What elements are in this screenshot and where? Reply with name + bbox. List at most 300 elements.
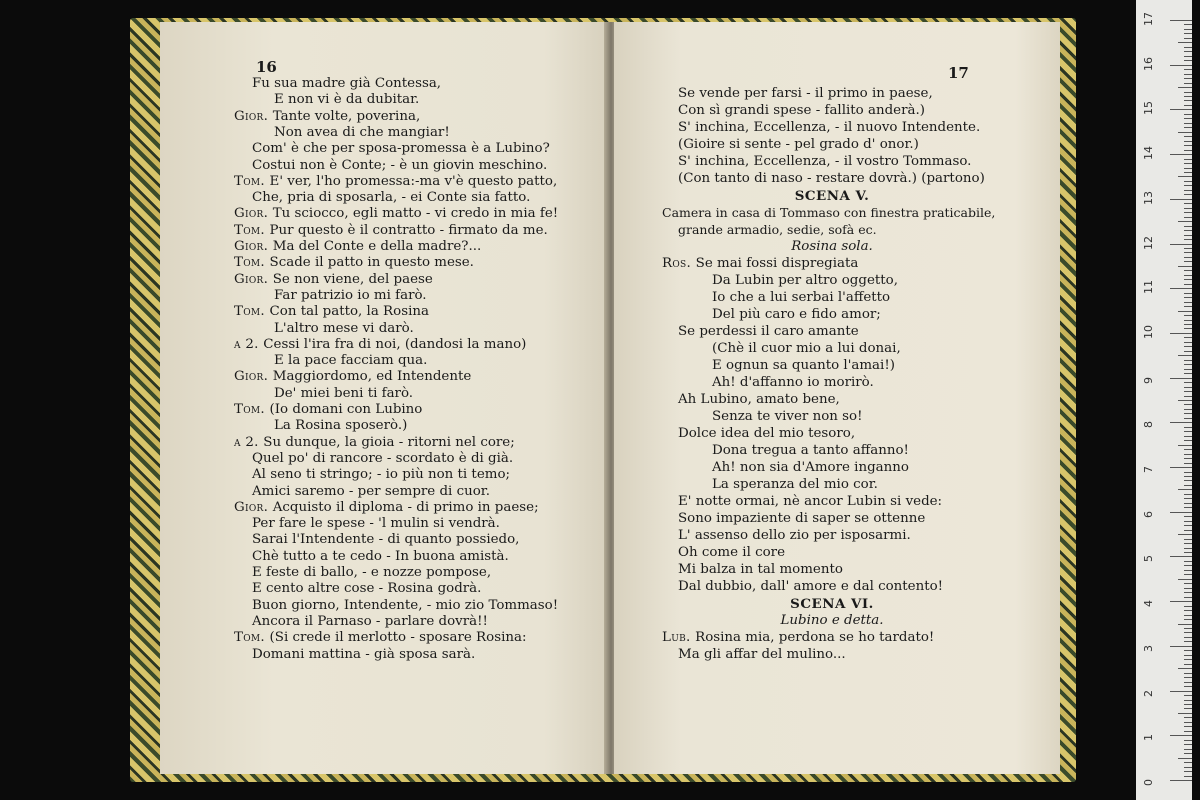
text-line (252, 158, 547, 174)
ruler-tick (1184, 270, 1192, 271)
ruler-tick (1184, 700, 1192, 701)
text-line (252, 549, 509, 565)
text-line (678, 528, 911, 544)
text-line (274, 125, 450, 141)
ruler-tick (1184, 56, 1192, 57)
verse-text: Ah! d'affanno io morirò. (712, 375, 874, 390)
verse-text: Oh come il core (678, 545, 786, 560)
text-line (712, 307, 881, 323)
ruler-tick (1184, 682, 1192, 683)
ruler-tick (1184, 650, 1192, 651)
verse-text: Quel po' di rancore - scordato è di già. (252, 450, 514, 466)
ruler-tick (1184, 731, 1192, 732)
speaker-label: Gior. (234, 108, 273, 124)
ruler-tick (1184, 503, 1192, 504)
ruler-tick (1184, 168, 1192, 169)
text-line (252, 565, 491, 581)
ruler-tick (1184, 159, 1192, 160)
verse-text: Senza te viver non so! (712, 409, 863, 424)
verse-text: La Rosina sposerò.) (274, 418, 408, 434)
text-line (678, 86, 933, 102)
ruler-tick (1184, 530, 1192, 531)
ruler-tick (1184, 476, 1192, 477)
verse-text: Con tal patto, la Rosina (269, 304, 429, 320)
ruler-label: 16 (1142, 56, 1155, 71)
ruler-label: 13 (1142, 190, 1155, 205)
ruler-tick (1178, 400, 1192, 401)
text-line (274, 92, 419, 108)
ruler-label: 8 (1142, 421, 1155, 429)
verse-text: Del più caro e fido amor; (712, 307, 881, 322)
ruler-label: 12 (1142, 235, 1155, 250)
ruler-tick (1184, 150, 1192, 151)
ruler-tick (1170, 467, 1192, 468)
ruler-tick (1178, 42, 1192, 43)
ruler-tick (1184, 472, 1192, 473)
ruler-tick (1184, 92, 1192, 93)
ruler-tick (1184, 592, 1192, 593)
ruler-tick (1170, 288, 1192, 289)
ruler-tick (1170, 556, 1192, 557)
speaker-label: Ros. (662, 256, 696, 271)
ruler-tick (1184, 583, 1192, 584)
ruler-tick (1184, 181, 1192, 182)
ruler-tick (1184, 60, 1192, 61)
ruler-tick (1170, 244, 1192, 245)
ruler-tick (1184, 404, 1192, 405)
ruler-tick (1170, 646, 1192, 647)
ruler-tick (1184, 279, 1192, 280)
ruler-tick (1184, 565, 1192, 566)
speaker-label: Gior. (234, 369, 273, 385)
page-number-left: 16 (256, 58, 277, 76)
text-line (678, 392, 840, 408)
ruler-tick (1184, 695, 1192, 696)
verse-text: (Si crede il merlotto - sposare Rosina: (269, 630, 527, 646)
ruler-tick (1178, 445, 1192, 446)
ruler-tick (1184, 485, 1192, 486)
ruler-tick (1184, 136, 1192, 137)
measurement-ruler (1136, 0, 1192, 800)
text-line (712, 460, 909, 476)
ruler-tick (1170, 422, 1192, 423)
verse-text: (Chè il cuor mio a lui donai, (712, 341, 901, 356)
verse-text: Sono impaziente di saper se ottenne (678, 511, 926, 526)
verse-text: E la pace facciam qua. (274, 353, 428, 369)
ruler-tick (1184, 118, 1192, 119)
text-line (252, 532, 519, 548)
verse-text: Se perdessi il caro amante (678, 324, 859, 339)
verse-text: Ah Lubino, amato bene, (678, 392, 840, 407)
text-line (234, 402, 422, 418)
ruler-tick (1184, 190, 1192, 191)
speaker-label: Gior. (234, 271, 273, 287)
text-line (234, 206, 558, 222)
ruler-tick (1184, 275, 1192, 276)
ruler-tick (1184, 431, 1192, 432)
ruler-label: 6 (1142, 510, 1155, 518)
ruler-tick (1178, 713, 1192, 714)
ruler-tick (1178, 355, 1192, 356)
verse-text: Ah! non sia d'Amore inganno (712, 460, 909, 475)
ruler-tick (1184, 440, 1192, 441)
ruler-tick (1178, 489, 1192, 490)
ruler-tick (1184, 516, 1192, 517)
ruler-tick (1184, 673, 1192, 674)
ruler-tick (1184, 328, 1192, 329)
verse-text: Non avea di che mangiar! (274, 124, 450, 140)
text-line (234, 630, 526, 646)
text-line (662, 596, 1002, 613)
ruler-tick (1184, 418, 1192, 419)
text-line (678, 579, 943, 595)
ruler-tick (1184, 346, 1192, 347)
verse-text: L' assenso dello zio per isposarmi. (678, 528, 911, 543)
ruler-tick (1184, 606, 1192, 607)
ruler-tick (1184, 261, 1192, 262)
text-line (234, 255, 474, 271)
ruler-tick (1184, 306, 1192, 307)
ruler-label: 3 (1142, 644, 1155, 652)
ruler-tick (1184, 324, 1192, 325)
stage-direction: Camera in casa di Tommaso con finestra praticabile, (662, 205, 996, 220)
text-line (234, 223, 548, 239)
speaker-label: Gior. (234, 499, 273, 515)
ruler-tick (1170, 512, 1192, 513)
verse-text: Buon giorno, Intendente, - mio zio Tommaso! (252, 597, 559, 613)
ruler-tick (1184, 172, 1192, 173)
left-page (160, 22, 614, 774)
verse-text: Tu sciocco, egli matto - vi credo in mia fe! (272, 206, 559, 222)
verse-text: Domani mattina - già sposa sarà. (252, 646, 476, 662)
verse-text: Scade il patto in questo mese. (269, 255, 474, 271)
ruler-tick (1184, 525, 1192, 526)
speaker-label: Gior. (234, 206, 273, 222)
verse-text: E non vi è da dubitar. (274, 92, 420, 108)
ruler-tick (1170, 378, 1192, 379)
ruler-tick (1184, 351, 1192, 352)
ruler-tick (1184, 342, 1192, 343)
ruler-tick (1178, 534, 1192, 535)
verse-text: Su dunque, la gioia - ritorni nel core; (263, 434, 515, 450)
ruler-tick (1184, 655, 1192, 656)
ruler-tick (1184, 29, 1192, 30)
ruler-tick (1184, 69, 1192, 70)
ruler-tick (1184, 38, 1192, 39)
ruler-tick (1184, 659, 1192, 660)
ruler-tick (1184, 217, 1192, 218)
ruler-label: 5 (1142, 555, 1155, 563)
text-line (234, 109, 420, 125)
text-line (252, 581, 481, 597)
verse-text: Maggiordomo, ed Intendente (272, 369, 472, 385)
verse-text: Ma gli affar del mulino... (678, 647, 846, 662)
ruler-tick (1178, 668, 1192, 669)
ruler-tick (1184, 252, 1192, 253)
text-line (678, 120, 980, 136)
text-line (712, 375, 874, 391)
verse-text: Io che a lui serbai l'affetto (712, 290, 891, 305)
ruler-tick (1184, 722, 1192, 723)
ruler-tick (1184, 212, 1192, 213)
text-line (712, 358, 895, 374)
ruler-tick (1184, 632, 1192, 633)
ruler-tick (1184, 615, 1192, 616)
verse-text: Tante volte, poverina, (272, 108, 421, 124)
text-line (274, 288, 427, 304)
ruler-tick (1184, 740, 1192, 741)
ruler-tick (1184, 588, 1192, 589)
ruler-tick (1184, 677, 1192, 678)
ruler-tick (1184, 47, 1192, 48)
verse-text: E ognun sa quanto l'amai!) (712, 358, 895, 373)
text-line (712, 290, 890, 306)
text-line (234, 435, 515, 451)
speaker-label: Lub. (662, 630, 696, 645)
text-line (274, 353, 427, 369)
ruler-tick (1178, 579, 1192, 580)
verse-text: S' inchina, Eccellenza, - il nuovo Intendente. (678, 120, 981, 135)
ruler-tick (1184, 284, 1192, 285)
verse-text: Per fare le spese - 'l mulin si vendrà. (252, 516, 500, 532)
ruler-tick (1184, 257, 1192, 258)
ruler-tick (1184, 494, 1192, 495)
text-line (678, 511, 925, 527)
text-line (252, 190, 530, 206)
text-line (662, 188, 1002, 205)
speaker-label: Tom. (234, 630, 270, 646)
speaker-label: Gior. (234, 239, 273, 254)
page-number-right: 17 (948, 64, 969, 82)
speaker-label: Tom. (234, 255, 270, 271)
text-line (252, 141, 550, 157)
ruler-tick (1184, 552, 1192, 553)
ruler-tick (1184, 105, 1192, 106)
verse-text: S' inchina, Eccellenza, - il vostro Tommaso. (678, 154, 972, 169)
verse-text: E' ver, l'ho promessa:-ma v'è questo patto, (269, 173, 558, 189)
text-line (712, 273, 898, 289)
text-line (252, 484, 490, 500)
ruler-tick (1184, 78, 1192, 79)
text-line (662, 205, 995, 222)
verse-text: Fu sua madre già Contessa, (252, 76, 442, 91)
verse-text: (Io domani con Lubino (269, 402, 423, 417)
verse-text: Se non viene, del paese (272, 271, 433, 287)
ruler-tick (1184, 74, 1192, 75)
ruler-tick (1184, 664, 1192, 665)
text-line (274, 321, 414, 337)
ruler-tick (1170, 601, 1192, 602)
ruler-tick (1184, 409, 1192, 410)
verse-text: De' miei beni ti farò. (274, 385, 414, 401)
ruler-tick (1170, 780, 1192, 781)
verse-text: Sarai l'Intendente - di quanto possiedo, (252, 532, 520, 548)
ruler-label: 4 (1142, 600, 1155, 608)
text-line (274, 418, 407, 434)
text-line (678, 562, 843, 578)
ruler-tick (1184, 123, 1192, 124)
ruler-label: 11 (1142, 280, 1155, 295)
ruler-tick (1170, 199, 1192, 200)
verse-text: Acquisto il diploma - di primo in paese; (272, 499, 539, 515)
text-line (678, 494, 942, 510)
ruler-tick (1184, 776, 1192, 777)
ruler-label: 7 (1142, 466, 1155, 474)
ruler-tick (1184, 498, 1192, 499)
ruler-tick (1184, 382, 1192, 383)
verse-text: (Gioire si sente - pel grado d' onor.) (678, 137, 919, 152)
verse-text: Con sì grandi spese - fallito anderà.) (678, 103, 925, 118)
verse-text: L'altro mese vi darò. (274, 320, 414, 336)
ruler-tick (1170, 154, 1192, 155)
ruler-tick (1184, 628, 1192, 629)
text-line (252, 647, 475, 663)
ruler-tick (1184, 248, 1192, 249)
ruler-tick (1184, 704, 1192, 705)
verse-text: Cessi l'ira fra di noi, (dandosi la mano) (263, 336, 527, 352)
ruler-tick (1184, 619, 1192, 620)
ruler-tick (1178, 221, 1192, 222)
text-line (234, 174, 557, 190)
ruler-tick (1184, 185, 1192, 186)
ruler-tick (1178, 266, 1192, 267)
ruler-label: 1 (1142, 734, 1155, 742)
text-line (712, 477, 878, 493)
ruler-tick (1184, 458, 1192, 459)
ruler-tick (1184, 302, 1192, 303)
ruler-tick (1184, 641, 1192, 642)
ruler-tick (1178, 176, 1192, 177)
scene-heading: SCENA VI. (790, 596, 874, 612)
ruler-label: 14 (1142, 146, 1155, 161)
ruler-tick (1184, 637, 1192, 638)
text-line (252, 516, 500, 532)
verse-text: Dona tregua a tanto affanno! (712, 443, 909, 458)
ruler-tick (1184, 597, 1192, 598)
text-line (678, 171, 985, 187)
text-line (678, 103, 925, 119)
text-line (234, 272, 433, 288)
verse-text: Se vende per farsi - il primo in paese, (678, 86, 933, 101)
ruler-tick (1178, 87, 1192, 88)
stage-direction: grande armadio, sedie, sofà ec. (678, 222, 877, 237)
ruler-tick (1184, 480, 1192, 481)
ruler-tick (1184, 521, 1192, 522)
ruler-tick (1184, 427, 1192, 428)
ruler-tick (1178, 624, 1192, 625)
text-line (252, 614, 488, 630)
ruler-tick (1184, 320, 1192, 321)
text-line (678, 426, 855, 442)
text-line (712, 341, 901, 357)
text-line (678, 324, 859, 340)
ruler-tick (1184, 293, 1192, 294)
text-line (678, 222, 877, 239)
text-line (662, 239, 1002, 255)
ruler-tick (1184, 762, 1192, 763)
ruler-tick (1170, 65, 1192, 66)
ruler-tick (1184, 360, 1192, 361)
ruler-tick (1184, 315, 1192, 316)
ruler-tick (1184, 574, 1192, 575)
ruler-tick (1184, 771, 1192, 772)
ruler-tick (1184, 507, 1192, 508)
speaker-label: Tom. (234, 402, 270, 417)
text-line (678, 137, 919, 153)
ruler-tick (1184, 373, 1192, 374)
text-line (252, 467, 510, 483)
text-line (678, 545, 785, 561)
ruler-tick (1184, 749, 1192, 750)
ruler-label: 10 (1142, 324, 1155, 339)
ruler-tick (1184, 436, 1192, 437)
ruler-tick (1184, 194, 1192, 195)
text-line (712, 443, 909, 459)
ruler-tick (1170, 333, 1192, 334)
text-line (252, 598, 558, 614)
text-line (662, 630, 934, 646)
text-line (234, 500, 539, 516)
ruler-tick (1184, 96, 1192, 97)
ruler-tick (1184, 51, 1192, 52)
ruler-label: 0 (1142, 779, 1155, 786)
ruler-tick (1184, 543, 1192, 544)
verse-text: Com' è che per sposa-promessa è a Lubino? (252, 141, 550, 157)
verse-text: E feste di ballo, - e nozze pompose, (252, 565, 492, 580)
ruler-tick (1170, 20, 1192, 21)
ruler-label: 2 (1142, 689, 1155, 697)
text-line (252, 76, 441, 92)
ruler-tick (1184, 570, 1192, 571)
ruler-tick (1184, 145, 1192, 146)
ruler-tick (1184, 364, 1192, 365)
verse-text: Costui non è Conte; - è un giovin meschino. (252, 157, 548, 173)
text-line (234, 239, 481, 255)
ruler-tick (1178, 758, 1192, 759)
ruler-label: 15 (1142, 101, 1155, 116)
ruler-tick (1184, 391, 1192, 392)
ruler-tick (1170, 109, 1192, 110)
ruler-tick (1184, 100, 1192, 101)
verse-text: Far patrizio io mi farò. (274, 287, 427, 303)
speaker-label: Tom. (234, 222, 270, 238)
text-line (234, 337, 526, 353)
ruler-tick (1184, 744, 1192, 745)
ruler-tick (1184, 463, 1192, 464)
ruler-tick (1184, 539, 1192, 540)
text-line (252, 451, 513, 467)
verse-text: Lubino e detta. (780, 613, 884, 628)
verse-text: Amici saremo - per sempre di cuor. (252, 483, 490, 499)
verse-text: Che, pria di sposarla, - ei Conte sia fatto. (252, 190, 531, 206)
text-line (274, 386, 413, 402)
speaker-label: Tom. (234, 304, 270, 320)
verse-text: Se mai fossi dispregiata (695, 256, 859, 271)
verse-text: Dolce idea del mio tesoro, (678, 426, 856, 441)
ruler-tick (1184, 548, 1192, 549)
ruler-tick (1184, 297, 1192, 298)
text-line (662, 256, 858, 272)
ruler-tick (1184, 717, 1192, 718)
speaker-label: a 2. (234, 434, 264, 450)
ruler-tick (1184, 387, 1192, 388)
ruler-tick (1184, 337, 1192, 338)
verse-text: Pur questo è il contratto - firmato da me. (269, 222, 548, 238)
ruler-tick (1184, 127, 1192, 128)
ruler-tick (1178, 132, 1192, 133)
verse-text: La speranza del mio cor. (712, 477, 878, 492)
ruler-label: 9 (1142, 376, 1155, 384)
